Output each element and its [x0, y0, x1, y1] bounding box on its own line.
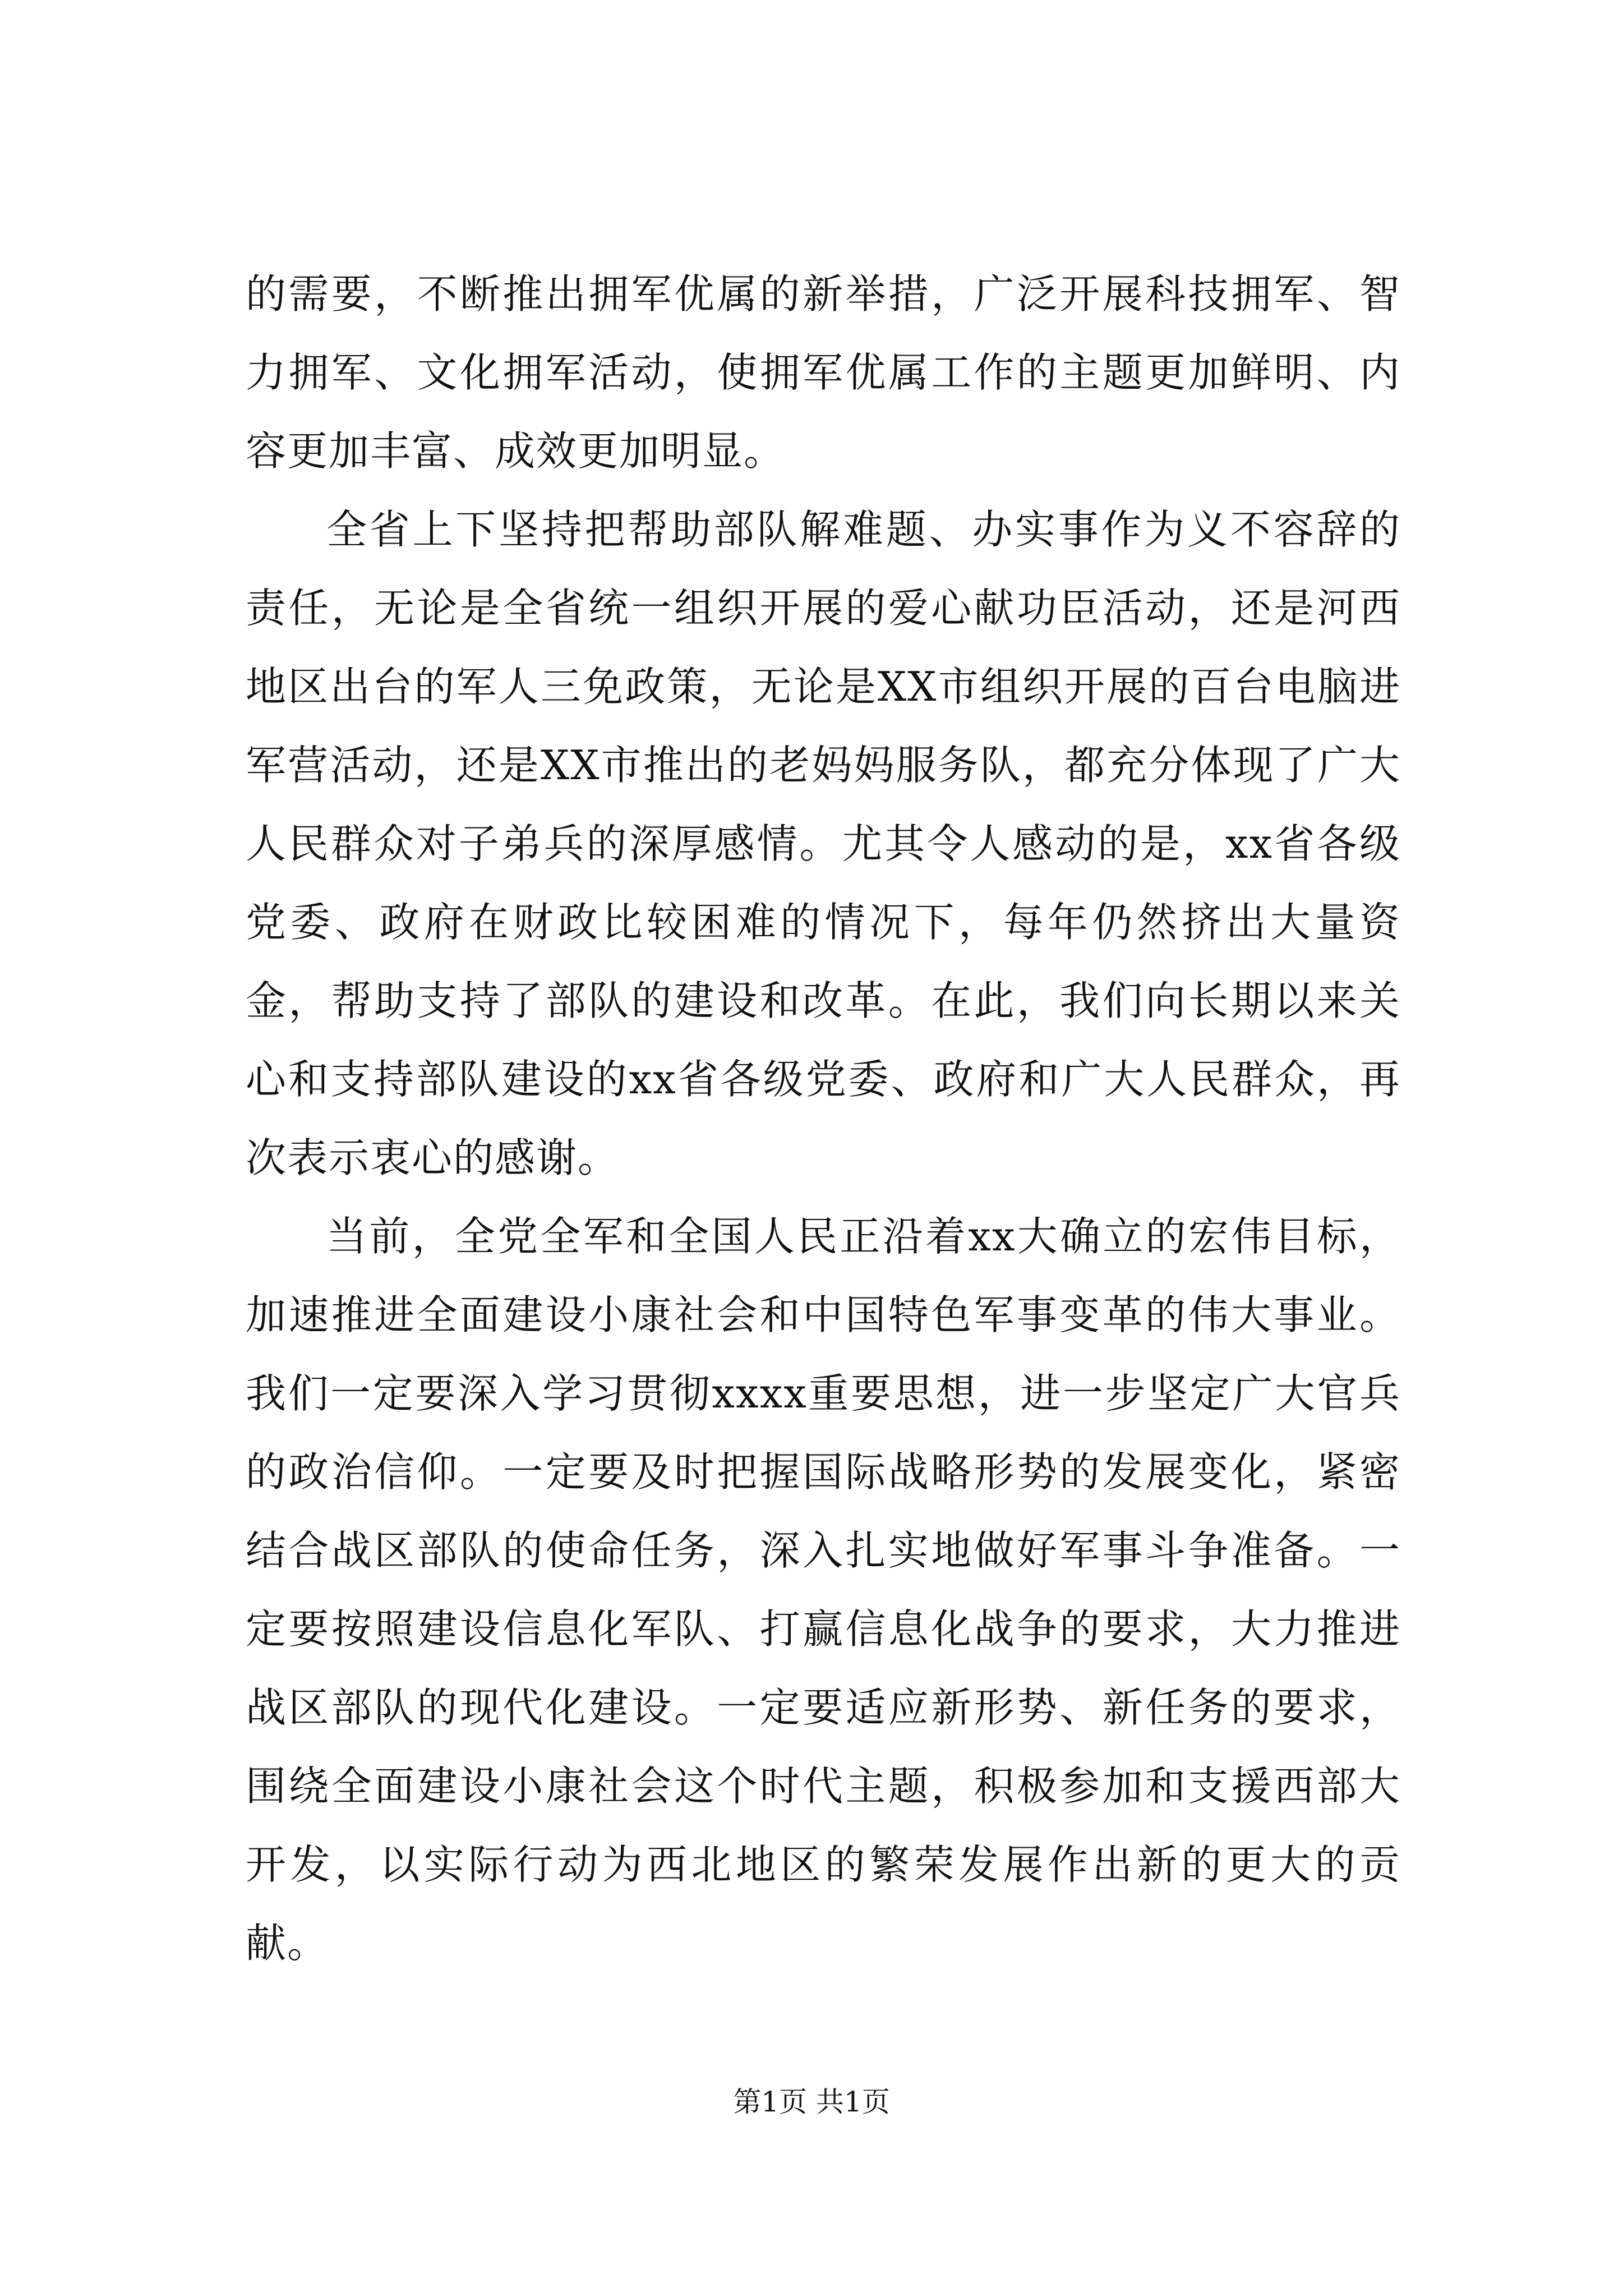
paragraph-continuation: 的需要，不断推出拥军优属的新举措，广泛开展科技拥军、智力拥军、文化拥军活动，使拥军优属工作的主题更加鲜明、内容更加丰富、成效更加明显。 [246, 270, 1401, 475]
paragraph-goals: 当前，全党全军和全国人民正沿着xx大确立的宏伟目标，加速推进全面建设小康社会和中国特色军事变革的伟大事业。我们一定要深入学习贯彻xxxx重要思想，进一步坚定广大官兵的政治信仰。一定要及时把握国际战略形势的发展变化，紧密结合战区部队的使命任务，深入扎实地做好军事斗争准备。一定要按照建设信息化军队、打赢信息化战争的要求，大力推进战区部队的现代化建设。一定要适应新形势、新任务的要求，围绕全面建设小康社会这个时代主题，积极参加和支援西部大开发，以实际行动为西北地区的繁荣发展作出新的更大的贡献。 [246, 1213, 1401, 1967]
document-body [246, 255, 1401, 1982]
page-footer: 第1页 共1页 [733, 2086, 890, 2118]
paragraph-thanks: 全省上下坚持把帮助部队解难题、办实事作为义不容辞的责任，无论是全省统一组织开展的爱心献功臣活动，还是河西地区出台的军人三免政策，无论是XX市组织开展的百台电脑进军营活动，还是XX市推出的老妈妈服务队，都充分体现了广大人民群众对子弟兵的深厚感情。尤其令人感动的是，xx省各级党委、政府在财政比较困难的情况下，每年仍然挤出大量资金，帮助支持了部队的建设和改革。在此，我们向长期以来关心和支持部队建设的xx省各级党委、政府和广大人民群众，再次表示衷心的感谢。 [246, 506, 1401, 1181]
